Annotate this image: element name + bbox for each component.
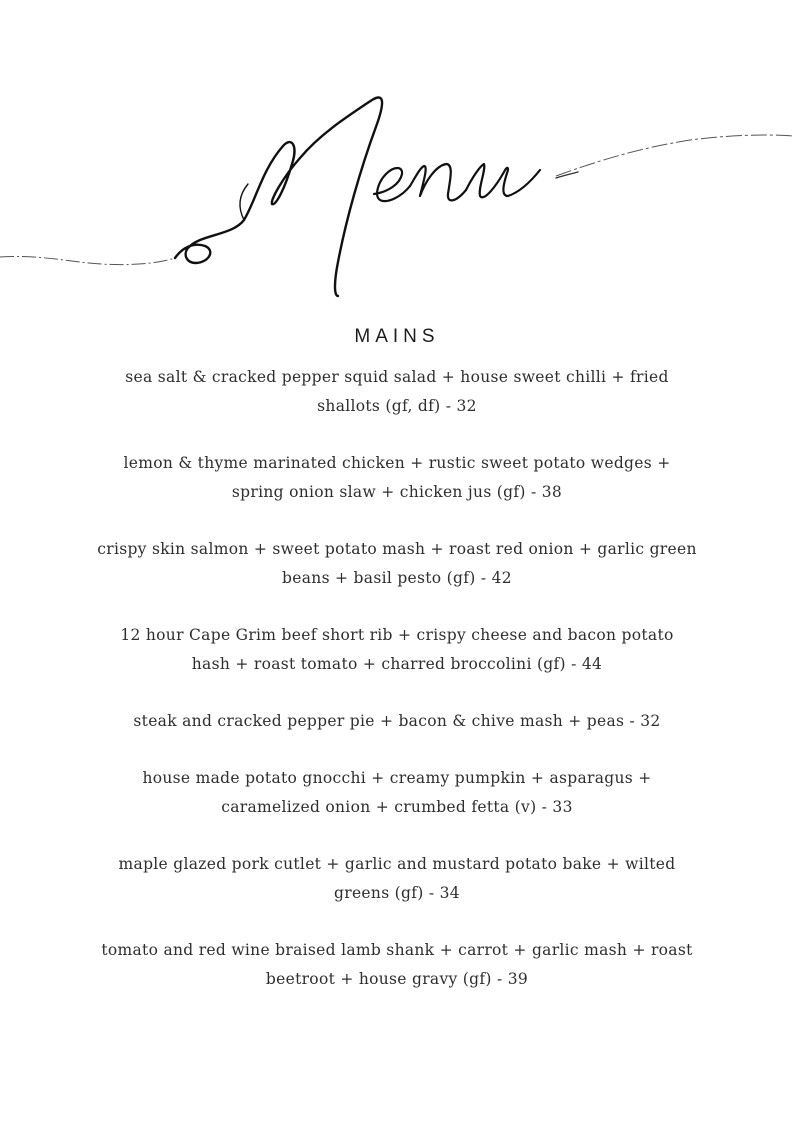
letter-u [466, 164, 540, 197]
menu-item-line: shallots (gf, df) - 32 [317, 397, 477, 415]
menu-item-line: maple glazed pork cutlet + garlic and mustard potato bake + wilted [118, 855, 676, 873]
menu-item [97, 850, 697, 908]
menu-item-line: greens (gf) - 34 [334, 884, 460, 902]
menu-item [97, 764, 697, 822]
letter-n [410, 164, 466, 200]
menu-item-line: house made potato gnocchi + creamy pumpkin + asparagus + [142, 769, 652, 787]
menu-item [97, 535, 697, 593]
menu-title-script [0, 80, 794, 310]
menu-item [97, 363, 697, 421]
left-flourish-line [0, 256, 175, 264]
letter-m-stroke [175, 97, 382, 296]
menu-item-line: spring onion slaw + chicken jus (gf) - 38 [231, 483, 563, 501]
menu-item [97, 707, 697, 736]
menu-item-line: sea salt & cracked pepper squid salad + house sweet chilli + fried [125, 368, 669, 386]
letter-e [374, 168, 410, 201]
menu-item-line: lemon & thyme marinated chicken + rustic sweet potato wedges + [123, 454, 671, 472]
menu-item-line: hash + roast tomato + charred broccolini (gf) - 44 [191, 655, 603, 673]
menu-item-line: crispy skin salmon + sweet potato mash + roast red onion + garlic green [97, 540, 697, 558]
menu-item [97, 936, 697, 994]
menu-item [97, 449, 697, 507]
menu-item-line: steak and cracked pepper pie + bacon & chive mash + peas - 32 [133, 712, 661, 730]
menu-item-line: tomato and red wine braised lamb shank + carrot + garlic mash + roast [101, 941, 693, 959]
menu-item-line: beetroot + house gravy (gf) - 39 [265, 970, 529, 988]
menu-items-list [0, 363, 794, 1022]
section-heading-mains: MAINS [354, 326, 440, 347]
menu-item-line: 12 hour Cape Grim beef short rib + crispy cheese and bacon potato [120, 626, 674, 644]
menu-item [97, 621, 697, 679]
menu-item-line: beans + basil pesto (gf) - 42 [282, 569, 512, 587]
menu-item-line: caramelized onion + crumbed fetta (v) - 33 [221, 798, 573, 816]
right-flourish-line [556, 135, 794, 176]
